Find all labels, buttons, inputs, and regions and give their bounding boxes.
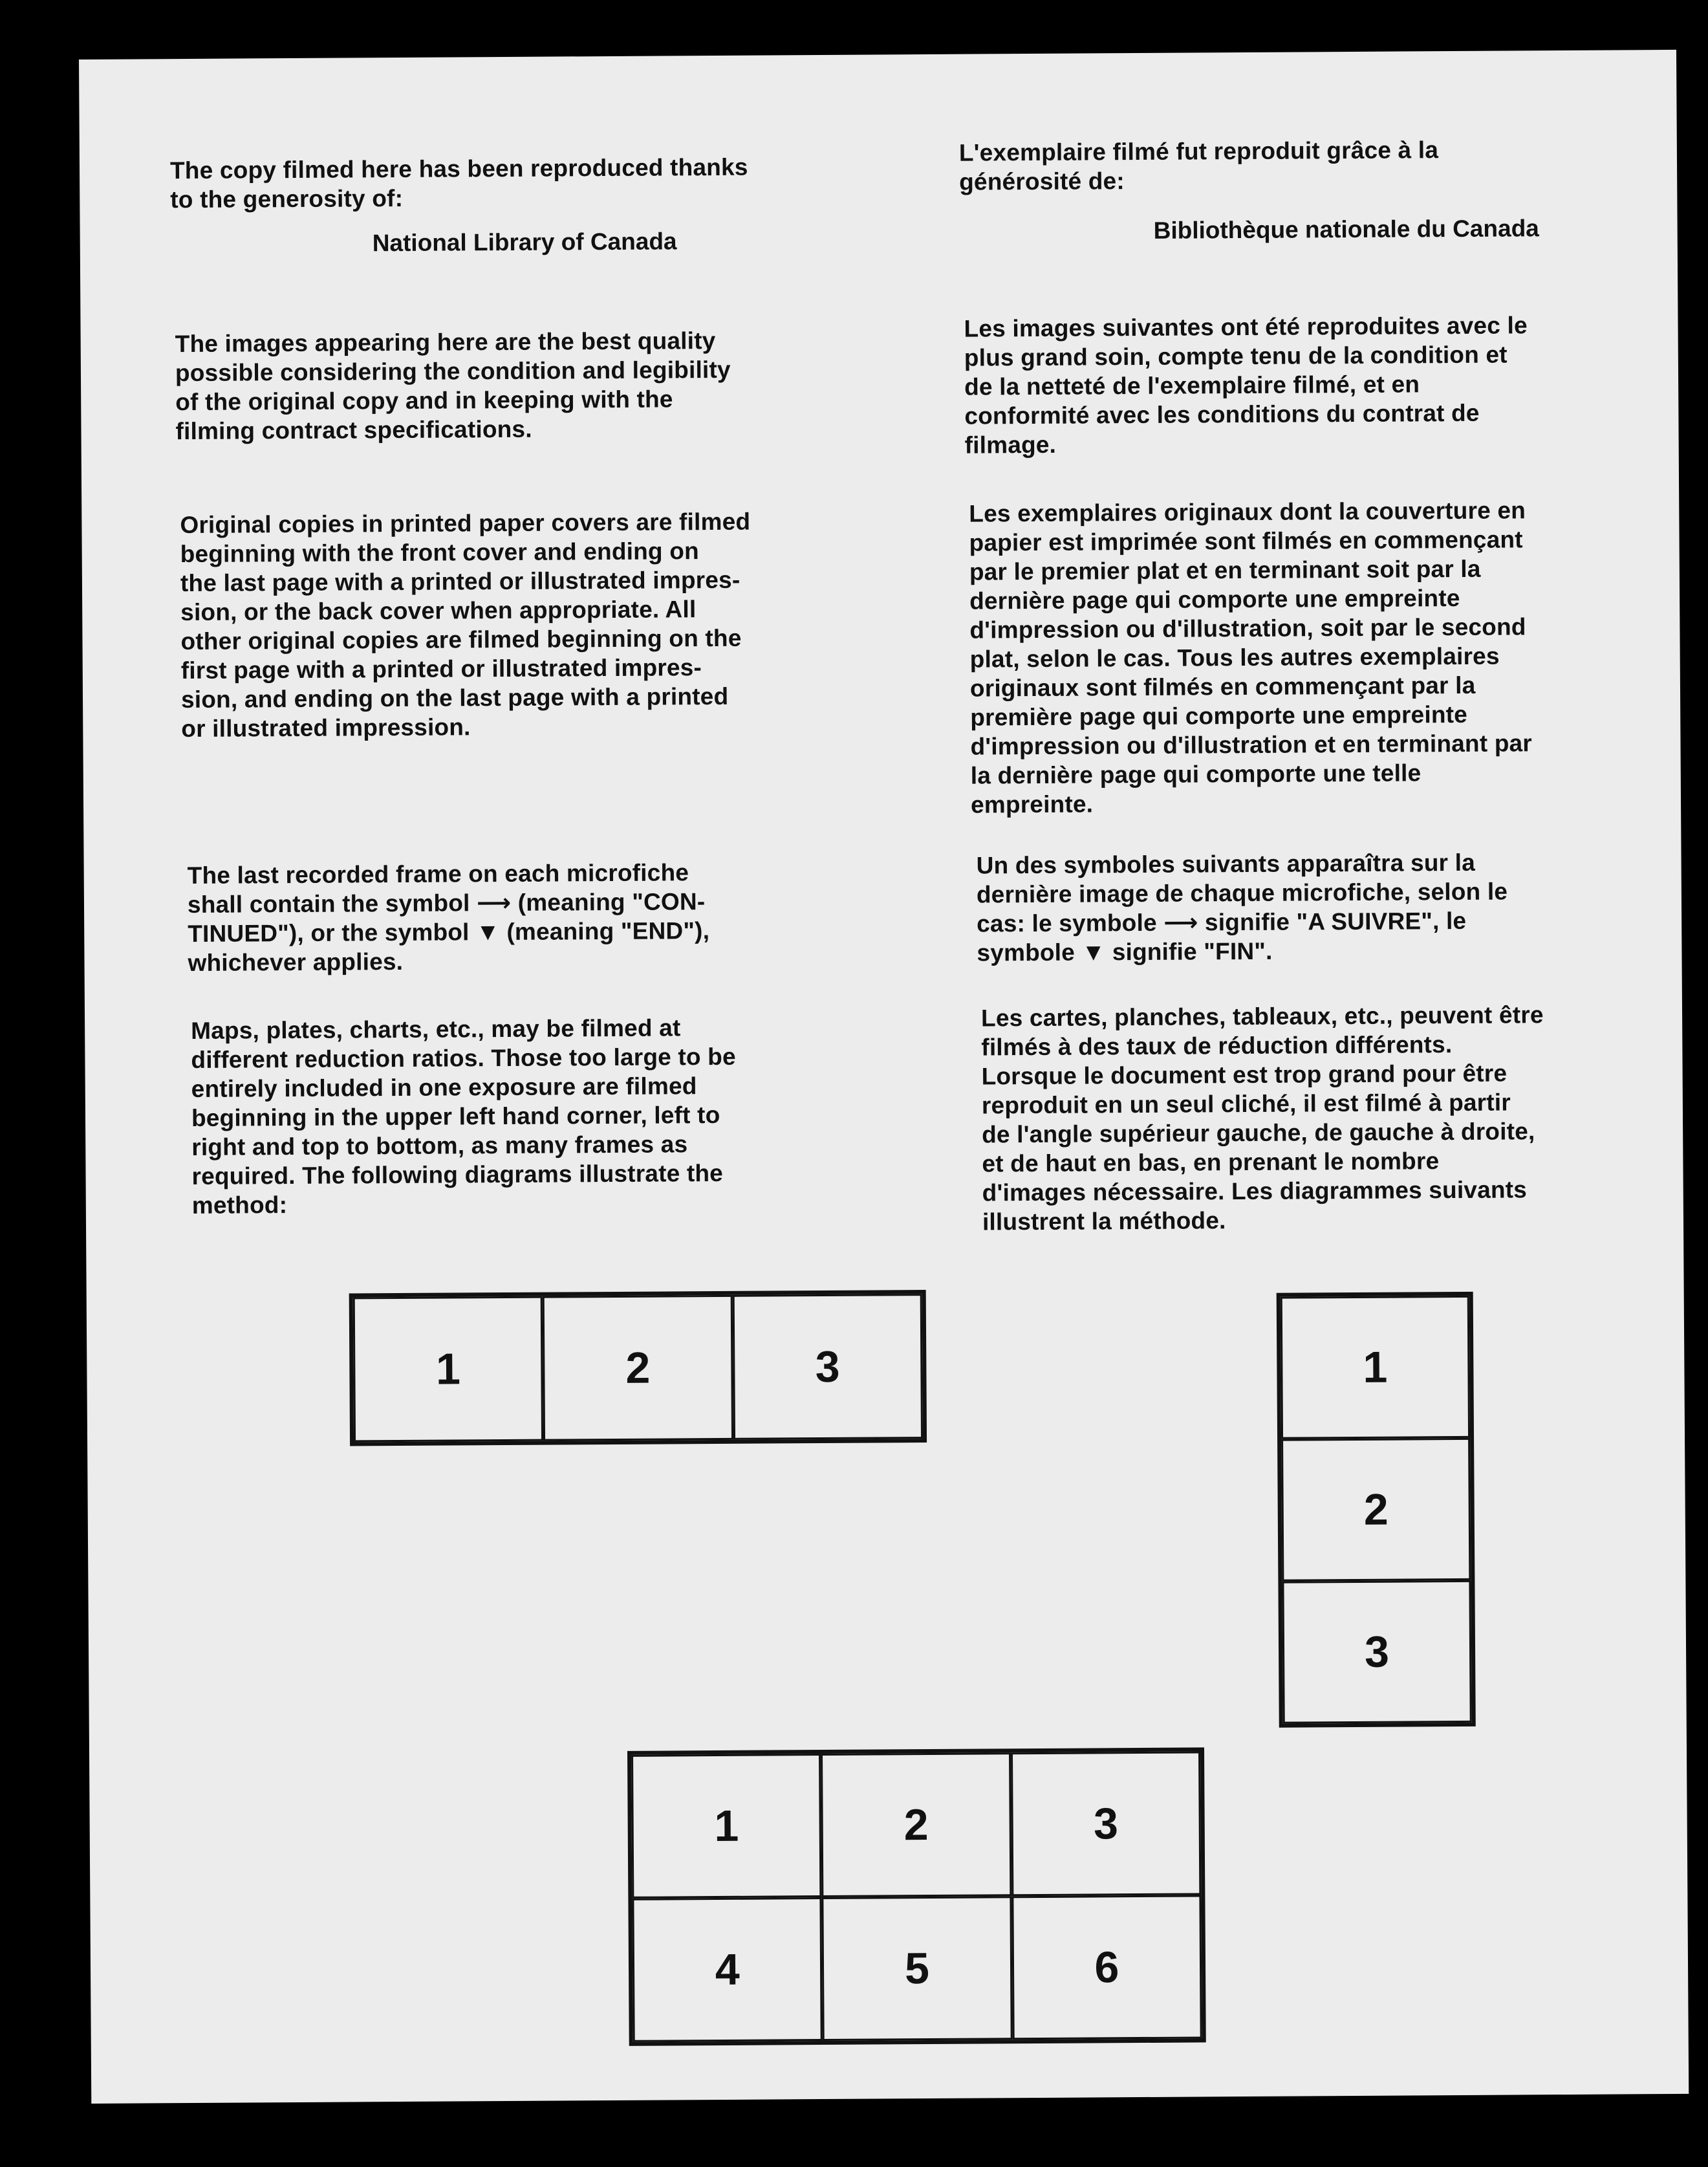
left-intro: The copy filmed here has been reproduced thanks to the generosity of: [169, 153, 748, 213]
right-quality-paragraph: Les images suivantes ont été reproduites avec le plus grand soin, compte tenu de la condition et de la netteté de l'exemplaire filmé, et en conformité avec les conditions du contrat de filmage. [964, 312, 1528, 459]
grid-frames-diagram [627, 1747, 1206, 2045]
frame-cell: 6 [1011, 1895, 1202, 2040]
left-library-name: National Library of Canada [372, 228, 677, 257]
left-symbols-paragraph: The last recorded frame on each microfiche shall contain the symbol ⟶ (meaning "CON- TINUED"), or the symbol ▼ (meaning "END"), whichever applies. [187, 859, 710, 976]
frame-cell: 4 [632, 1897, 823, 2042]
frame-cell: 2 [821, 1752, 1011, 1897]
frame-cell: 2 [543, 1295, 733, 1441]
right-symbols-paragraph: Un des symboles suivants apparaîtra sur la dernière image de chaque microfiche, selon le cas: le symbole ⟶ signifie "A SUIVRE", le symbole ▼ signifie "FIN". [976, 849, 1508, 966]
left-maps-paragraph: Maps, plates, charts, etc., may be filmed at different reduction ratios. Those too large to be entirely included in one exposure are filmed beginning in the upper left hand corner, left to right and top to bottom, as many frames as required. The following diagrams illustrate the method: [191, 1014, 736, 1219]
frame-cell: 2 [1281, 1438, 1471, 1582]
filmed-page [79, 50, 1689, 2104]
frame-cell: 5 [822, 1896, 1013, 2041]
right-intro: L'exemplaire filmé fut reproduit grâce à la générosité de: [958, 136, 1439, 195]
left-quality-paragraph: The images appearing here are the best quality possible considering the condition and legibility of the original copy and in keeping with the filming contract specifications. [175, 327, 731, 445]
frame-cell: 3 [1011, 1751, 1202, 1896]
frame-cell: 3 [732, 1294, 923, 1440]
frame-cell: 3 [1282, 1580, 1471, 1724]
vertical-frames-diagram [1277, 1292, 1476, 1728]
frame-cell: 1 [1281, 1296, 1470, 1439]
frame-cell: 1 [353, 1296, 544, 1443]
right-library-name: Bibliothèque nationale du Canada [1153, 215, 1539, 244]
right-originals-paragraph: Les exemplaires originaux dont la couverture en papier est imprimée sont filmés en commençant par le premier plat et en terminant soit par la dernière page qui comporte une empreinte d'impression ou d'illustration, soit par le second plat, selon le cas. Tous les autres exemplaires originaux sont filmés en commençant par la première page qui comporte une empreinte d'impression ou d'illustration et en terminant par la dernière page qui comporte une telle empreinte. [969, 497, 1533, 818]
right-maps-paragraph: Les cartes, planches, tableaux, etc., peuvent être filmés à des taux de réduction différents. Lorsque le document est trop grand pour être reproduit en un seul cliché, il est filmé à partir de l'angle supérieur gauche, de gauche à droite, et de haut en bas, en prenant le nombre d'images nécessaire. Les diagrammes suivants illustrent la méthode. [980, 1001, 1544, 1236]
frame-cell: 1 [631, 1754, 822, 1899]
horizontal-frames-diagram [349, 1290, 927, 1446]
left-originals-paragraph: Original copies in printed paper covers are filmed beginning with the front cover and ending on the last page with a printed or illustrated impres- sion, or the back cover when appropriate. All other original copies are filmed beginning on the first page with a printed or illustrated impres- sion, and ending on the last page with a printed or illustrated impression. [180, 508, 751, 743]
